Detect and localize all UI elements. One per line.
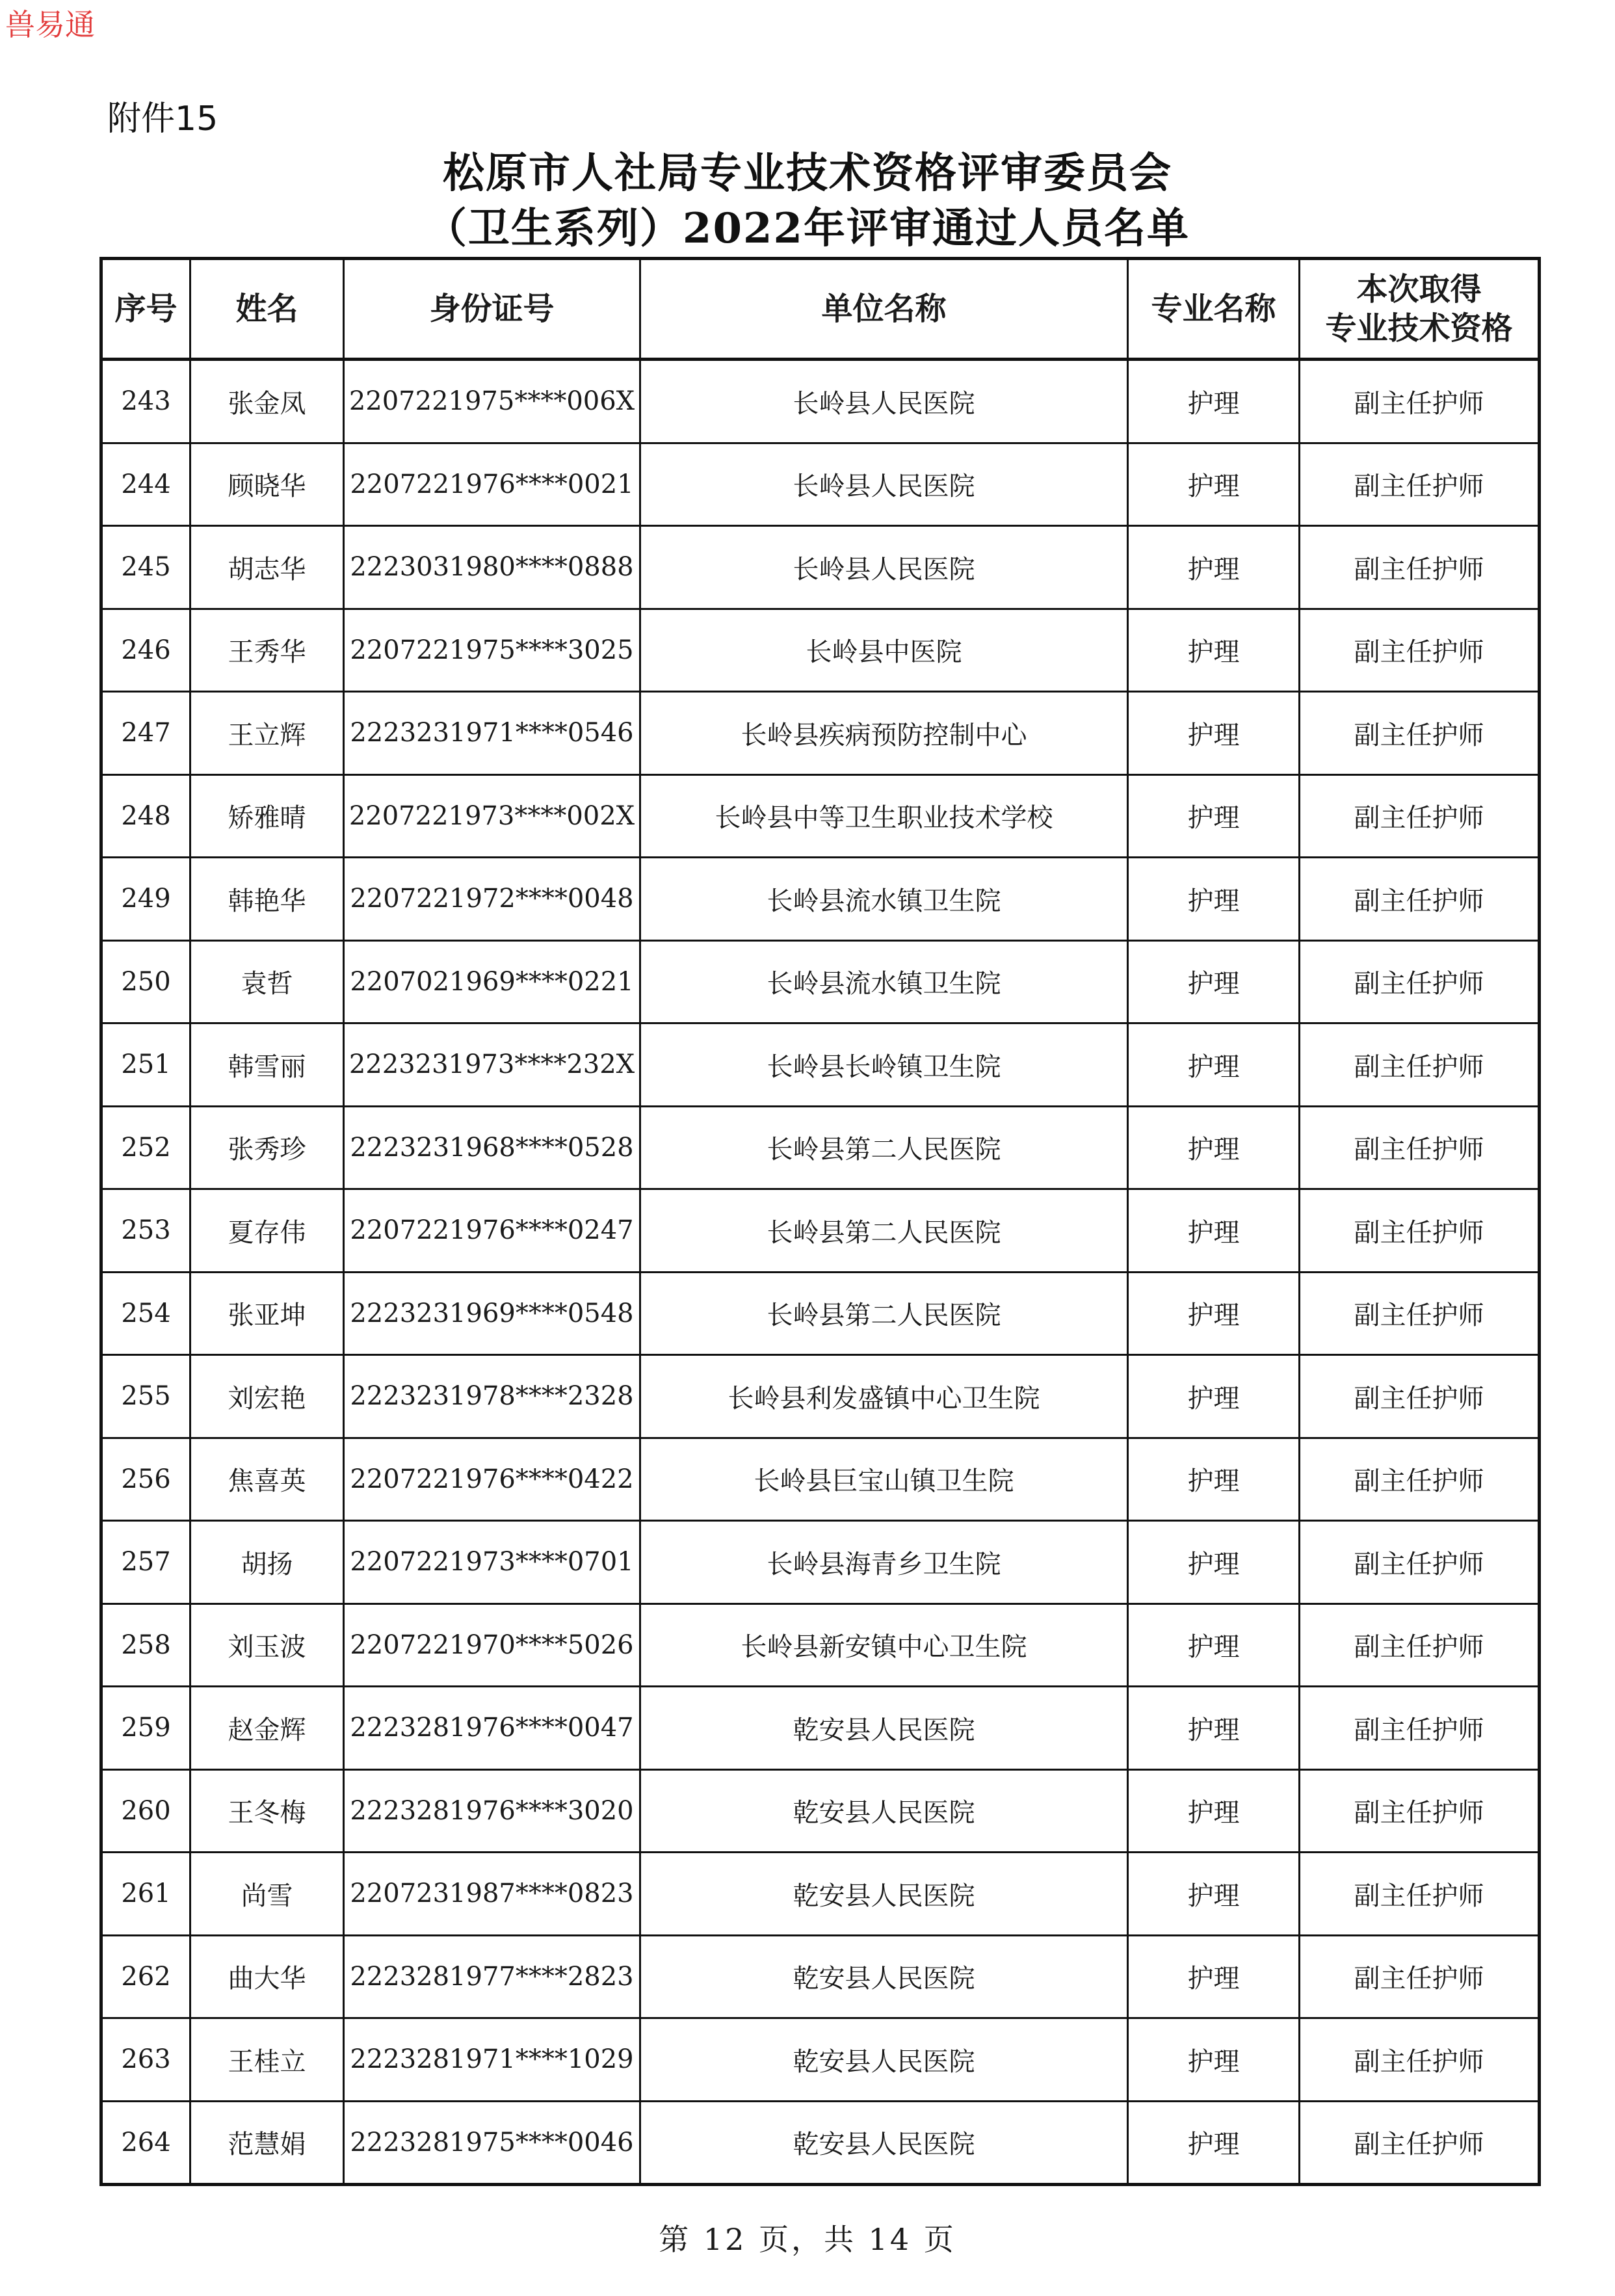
cell-specialty: 护理 (1128, 1023, 1300, 1107)
header-qualification (1300, 259, 1540, 360)
cell-index: 243 (101, 360, 190, 443)
cell-unit: 长岭县利发盛镇中心卫生院 (640, 1355, 1128, 1438)
cell-qualification: 副主任护师 (1300, 526, 1540, 609)
cell-name: 韩艳华 (190, 858, 344, 941)
table-body (101, 360, 1540, 2185)
cell-specialty: 护理 (1128, 692, 1300, 775)
cell-specialty: 护理 (1128, 1521, 1300, 1604)
table-row (101, 1935, 1540, 2018)
cell-specialty: 护理 (1128, 360, 1300, 443)
table-row (101, 940, 1540, 1023)
cell-qualification: 副主任护师 (1300, 1189, 1540, 1273)
cell-id-number: 2223281976****3020 (344, 1769, 640, 1853)
cell-name: 刘玉波 (190, 1603, 344, 1687)
header-index: 序号 (101, 259, 190, 360)
header-specialty: 专业名称 (1128, 259, 1300, 360)
header-qualification-line2: 专业技术资格 (1325, 310, 1513, 347)
cell-specialty: 护理 (1128, 1603, 1300, 1687)
cell-specialty: 护理 (1128, 526, 1300, 609)
cell-name: 曲大华 (190, 1935, 344, 2018)
cell-qualification: 副主任护师 (1300, 1769, 1540, 1853)
cell-qualification: 副主任护师 (1300, 940, 1540, 1023)
cell-unit: 乾安县人民医院 (640, 1853, 1128, 1936)
cell-name: 王桂立 (190, 2018, 344, 2102)
cell-id-number: 2223231978****2328 (344, 1355, 640, 1438)
cell-index: 262 (101, 1935, 190, 2018)
cell-name: 刘宏艳 (190, 1355, 344, 1438)
cell-id-number: 2207221976****0247 (344, 1189, 640, 1273)
cell-name: 顾晓华 (190, 443, 344, 526)
cell-id-number: 2207021969****0221 (344, 940, 640, 1023)
cell-specialty: 护理 (1128, 609, 1300, 692)
cell-name: 韩雪丽 (190, 1023, 344, 1107)
cell-unit: 乾安县人民医院 (640, 2018, 1128, 2102)
cell-index: 258 (101, 1603, 190, 1687)
cell-name: 张金凤 (190, 360, 344, 443)
table-row (101, 1189, 1540, 1273)
cell-unit: 长岭县人民医院 (640, 360, 1128, 443)
cell-id-number: 2207221975****3025 (344, 609, 640, 692)
cell-unit: 长岭县中等卫生职业技术学校 (640, 774, 1128, 858)
cell-specialty: 护理 (1128, 1438, 1300, 1521)
cell-qualification: 副主任护师 (1300, 692, 1540, 775)
table-row (101, 2101, 1540, 2185)
cell-id-number: 2223231973****232X (344, 1023, 640, 1107)
cell-qualification: 副主任护师 (1300, 360, 1540, 443)
cell-name: 袁哲 (190, 940, 344, 1023)
table-row (101, 858, 1540, 941)
cell-index: 257 (101, 1521, 190, 1604)
cell-id-number: 2207221973****002X (344, 774, 640, 858)
cell-unit: 长岭县人民医院 (640, 443, 1128, 526)
cell-specialty: 护理 (1128, 2101, 1300, 2185)
cell-specialty: 护理 (1128, 443, 1300, 526)
cell-index: 247 (101, 692, 190, 775)
cell-index: 259 (101, 1687, 190, 1770)
cell-specialty: 护理 (1128, 1106, 1300, 1189)
cell-qualification: 副主任护师 (1300, 1687, 1540, 1770)
cell-id-number: 2223281971****1029 (344, 2018, 640, 2102)
cell-unit: 乾安县人民医院 (640, 2101, 1128, 2185)
cell-unit: 长岭县长岭镇卫生院 (640, 1023, 1128, 1107)
cell-id-number: 2223231969****0548 (344, 1272, 640, 1355)
cell-id-number: 2223281975****0046 (344, 2101, 640, 2185)
cell-unit: 长岭县疾病预防控制中心 (640, 692, 1128, 775)
cell-id-number: 2207221973****0701 (344, 1521, 640, 1604)
header-id-number: 身份证号 (344, 259, 640, 360)
cell-qualification: 副主任护师 (1300, 774, 1540, 858)
cell-id-number: 2223031980****0888 (344, 526, 640, 609)
table-row (101, 1355, 1540, 1438)
cell-specialty: 护理 (1128, 1687, 1300, 1770)
cell-specialty: 护理 (1128, 858, 1300, 941)
table-row (101, 1438, 1540, 1521)
table-row (101, 1769, 1540, 1853)
cell-unit: 乾安县人民医院 (640, 1769, 1128, 1853)
attachment-label: 附件15 (107, 99, 218, 139)
cell-id-number: 2207231987****0823 (344, 1853, 640, 1936)
table-header-row (101, 259, 1540, 360)
table-row (101, 1272, 1540, 1355)
table-row (101, 526, 1540, 609)
cell-name: 尚雪 (190, 1853, 344, 1936)
document-title-line2: （卫生系列）2022年评审通过人员名单 (425, 204, 1190, 253)
table-row (101, 1023, 1540, 1107)
cell-unit: 长岭县新安镇中心卫生院 (640, 1603, 1128, 1687)
cell-qualification: 副主任护师 (1300, 609, 1540, 692)
cell-name: 赵金辉 (190, 1687, 344, 1770)
cell-qualification: 副主任护师 (1300, 1438, 1540, 1521)
cell-qualification: 副主任护师 (1300, 1853, 1540, 1936)
cell-name: 王秀华 (190, 609, 344, 692)
cell-unit: 长岭县中医院 (640, 609, 1128, 692)
cell-specialty: 护理 (1128, 1769, 1300, 1853)
cell-specialty: 护理 (1128, 1355, 1300, 1438)
table-row (101, 360, 1540, 443)
cell-specialty: 护理 (1128, 1189, 1300, 1273)
cell-index: 261 (101, 1853, 190, 1936)
cell-name: 焦喜英 (190, 1438, 344, 1521)
cell-qualification: 副主任护师 (1300, 1521, 1540, 1604)
cell-qualification: 副主任护师 (1300, 1355, 1540, 1438)
table-row (101, 692, 1540, 775)
header-unit: 单位名称 (640, 259, 1128, 360)
cell-qualification: 副主任护师 (1300, 1935, 1540, 2018)
cell-id-number: 2207221976****0021 (344, 443, 640, 526)
cell-index: 244 (101, 443, 190, 526)
cell-qualification: 副主任护师 (1300, 443, 1540, 526)
cell-index: 263 (101, 2018, 190, 2102)
header-name: 姓名 (190, 259, 344, 360)
cell-unit: 长岭县第二人民医院 (640, 1189, 1128, 1273)
cell-unit: 长岭县流水镇卫生院 (640, 940, 1128, 1023)
document-title-line1: 松原市人社局专业技术资格评审委员会 (443, 149, 1172, 198)
cell-unit: 乾安县人民医院 (640, 1935, 1128, 2018)
cell-name: 范慧娟 (190, 2101, 344, 2185)
cell-id-number: 2207221972****0048 (344, 858, 640, 941)
cell-name: 胡志华 (190, 526, 344, 609)
cell-specialty: 护理 (1128, 1272, 1300, 1355)
cell-index: 245 (101, 526, 190, 609)
header-qualification-line1: 本次取得 (1356, 271, 1482, 308)
cell-index: 250 (101, 940, 190, 1023)
cell-unit: 乾安县人民医院 (640, 1687, 1128, 1770)
table-row (101, 774, 1540, 858)
cell-unit: 长岭县流水镇卫生院 (640, 858, 1128, 941)
cell-qualification: 副主任护师 (1300, 858, 1540, 941)
cell-name: 夏存伟 (190, 1189, 344, 1273)
cell-name: 张秀珍 (190, 1106, 344, 1189)
cell-id-number: 2223231968****0528 (344, 1106, 640, 1189)
table-row (101, 1106, 1540, 1189)
cell-specialty: 护理 (1128, 2018, 1300, 2102)
cell-id-number: 2207221976****0422 (344, 1438, 640, 1521)
cell-index: 251 (101, 1023, 190, 1107)
cell-index: 260 (101, 1769, 190, 1853)
cell-id-number: 2207221970****5026 (344, 1603, 640, 1687)
cell-unit: 长岭县第二人民医院 (640, 1272, 1128, 1355)
cell-index: 246 (101, 609, 190, 692)
cell-index: 254 (101, 1272, 190, 1355)
cell-qualification: 副主任护师 (1300, 1603, 1540, 1687)
cell-qualification: 副主任护师 (1300, 1106, 1540, 1189)
cell-qualification: 副主任护师 (1300, 1023, 1540, 1107)
cell-id-number: 2207221975****006X (344, 360, 640, 443)
cell-unit: 长岭县巨宝山镇卫生院 (640, 1438, 1128, 1521)
cell-qualification: 副主任护师 (1300, 2101, 1540, 2185)
cell-name: 王冬梅 (190, 1769, 344, 1853)
cell-index: 248 (101, 774, 190, 858)
cell-name: 王立辉 (190, 692, 344, 775)
cell-index: 252 (101, 1106, 190, 1189)
cell-index: 255 (101, 1355, 190, 1438)
table-row (101, 1853, 1540, 1936)
cell-specialty: 护理 (1128, 1853, 1300, 1936)
cell-unit: 长岭县第二人民医院 (640, 1106, 1128, 1189)
table-row (101, 443, 1540, 526)
cell-name: 胡扬 (190, 1521, 344, 1604)
cell-index: 264 (101, 2101, 190, 2185)
cell-index: 249 (101, 858, 190, 941)
table-row (101, 2018, 1540, 2102)
cell-index: 256 (101, 1438, 190, 1521)
watermark-text: 兽易通 (5, 7, 95, 42)
cell-specialty: 护理 (1128, 774, 1300, 858)
cell-id-number: 2223281977****2823 (344, 1935, 640, 2018)
approved-personnel-table (99, 257, 1541, 2186)
table-row (101, 1687, 1540, 1770)
table-row (101, 1603, 1540, 1687)
cell-name: 张亚坤 (190, 1272, 344, 1355)
cell-id-number: 2223281976****0047 (344, 1687, 640, 1770)
table-row (101, 609, 1540, 692)
cell-qualification: 副主任护师 (1300, 1272, 1540, 1355)
cell-specialty: 护理 (1128, 1935, 1300, 2018)
cell-index: 253 (101, 1189, 190, 1273)
cell-qualification: 副主任护师 (1300, 2018, 1540, 2102)
cell-specialty: 护理 (1128, 940, 1300, 1023)
cell-name: 矫雅晴 (190, 774, 344, 858)
page-footer: 第 12 页，共 14 页 (659, 2222, 956, 2257)
cell-unit: 长岭县人民医院 (640, 526, 1128, 609)
cell-id-number: 2223231971****0546 (344, 692, 640, 775)
cell-unit: 长岭县海青乡卫生院 (640, 1521, 1128, 1604)
table-row (101, 1521, 1540, 1604)
